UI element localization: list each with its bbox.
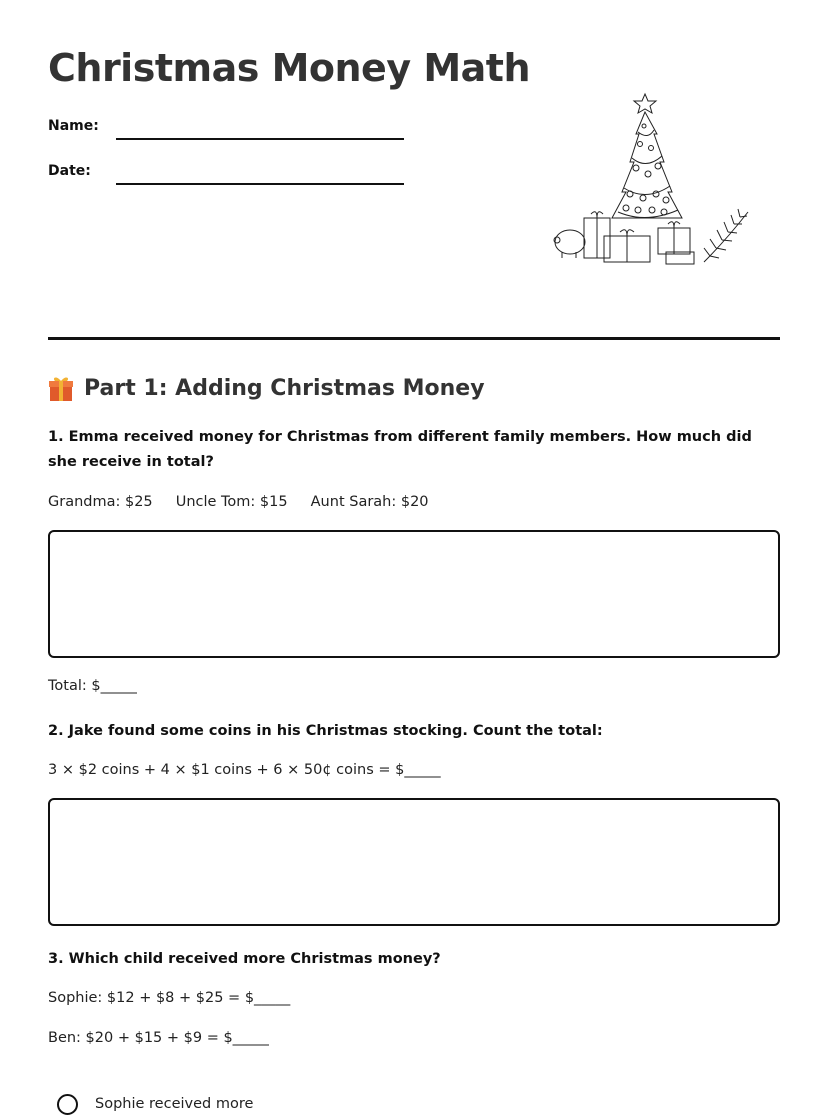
- date-line[interactable]: [116, 183, 404, 185]
- name-line[interactable]: [116, 138, 404, 140]
- question-2-expression: 3 × $2 coins + 4 × $1 coins + 6 × 50¢ coins = $_____: [48, 762, 441, 778]
- question-1-total: Total: $_____: [48, 678, 137, 694]
- answer-box-2[interactable]: [48, 798, 780, 926]
- question-3-ben: Ben: $20 + $15 + $9 = $_____: [48, 1030, 269, 1046]
- date-label: Date:: [48, 163, 91, 179]
- christmas-tree-illustration: [548, 90, 754, 268]
- answer-box-1[interactable]: [48, 530, 780, 658]
- worksheet-title: Christmas Money Math: [48, 46, 530, 90]
- question-3: 3. Which child received more Christmas money?: [48, 951, 441, 967]
- question-1-amounts: Grandma: $25 Uncle Tom: $15 Aunt Sarah: $20: [48, 494, 429, 510]
- radio-sophie[interactable]: [57, 1094, 78, 1115]
- part1-heading-text: Part 1: Adding Christmas Money: [84, 375, 485, 401]
- question-3-sophie: Sophie: $12 + $8 + $25 = $_____: [48, 990, 291, 1006]
- radio-sophie-label: Sophie received more: [95, 1096, 254, 1112]
- name-label: Name:: [48, 118, 99, 134]
- section-divider: [48, 337, 780, 340]
- question-2: 2. Jake found some coins in his Christmas stocking. Count the total:: [48, 723, 603, 739]
- question-1: 1. Emma received money for Christmas from different family members. How much did she receive in total?: [48, 429, 752, 470]
- part1-heading: [48, 374, 485, 402]
- gift-icon: [48, 374, 74, 402]
